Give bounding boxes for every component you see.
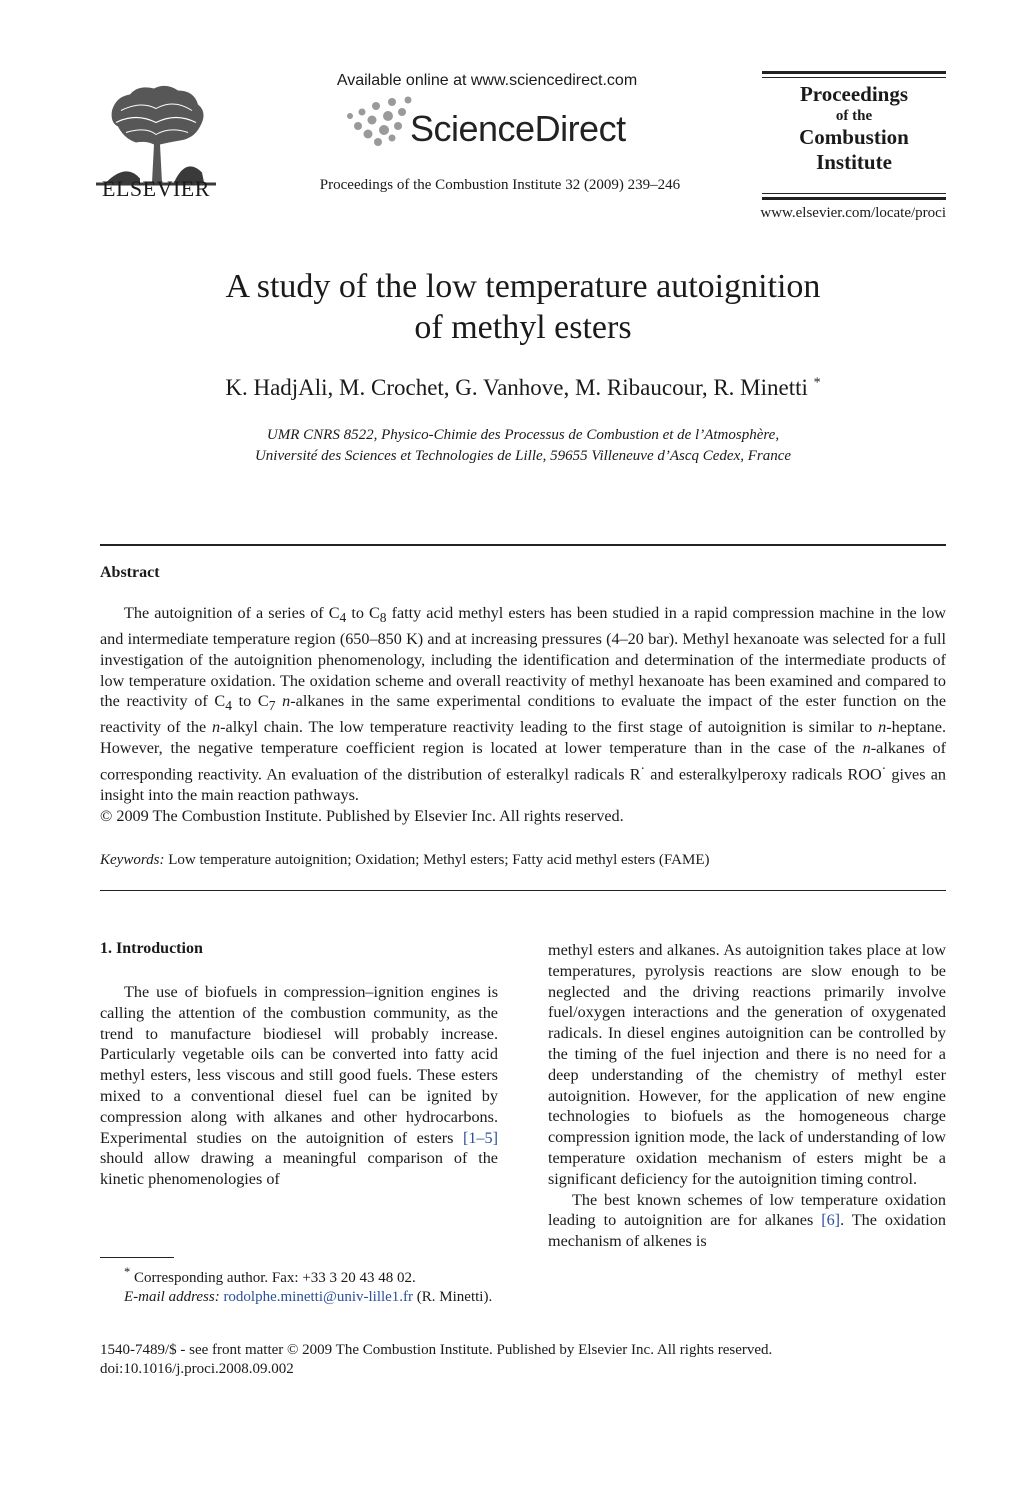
journal-reference: Proceedings of the Combustion Institute 32 (2009) 239–246 <box>319 177 681 193</box>
journal-box-line1: Proceedings <box>799 82 909 106</box>
affiliation-line-1: UMR CNRS 8522, Physico-Chimie des Processus de Combustion et de l’Atmosphère, <box>266 427 780 443</box>
available-online-text: Available online at www.sciencedirect.com <box>336 72 638 89</box>
copyright-line: © 2009 The Combustion Institute. Published by Elsevier Inc. All rights reserved. <box>100 807 624 826</box>
title-line-2: of methyl esters <box>414 309 632 346</box>
keywords-text: Low temperature autoignition; Oxidation; Methyl esters; Fatty acid methyl esters (FAME) <box>164 852 710 868</box>
publisher-name: ELSEVIER <box>102 176 210 201</box>
abstract-body <box>100 603 946 827</box>
intro-column-left <box>100 982 498 1190</box>
abstract-heading: Abstract <box>100 564 160 581</box>
corresponding-author-note: * Corresponding author. Fax: +33 3 20 43 48 02. <box>124 1265 416 1286</box>
email-note: E-mail address: rodolphe.minetti@univ-lille1.fr (R. Minetti). <box>124 1289 493 1305</box>
doi-line[interactable]: doi:10.1016/j.proci.2008.09.002 <box>100 1361 294 1377</box>
sciencedirect-wordmark: ScienceDirect <box>410 108 626 149</box>
keywords <box>100 852 946 869</box>
authors-text: K. HadjAli, M. Crochet, G. Vanhove, M. Ribaucour, R. Minetti <box>225 375 808 400</box>
journal-box-line4: Institute <box>816 150 892 174</box>
footnote <box>100 1263 498 1307</box>
author-list <box>100 375 946 401</box>
journal-title-box <box>762 71 946 200</box>
affiliation-line-2: Université des Sciences et Technologies de Lille, 59655 Villeneuve d’Ascq Cedex, France <box>254 448 792 464</box>
section-heading-introduction: 1. Introduction <box>100 940 203 957</box>
abstract-bottom-rule <box>100 890 946 891</box>
intro-paragraph-1-cont: methyl esters and alkanes. As autoignition takes place at low temperatures, pyrolysis reactions are slow enough to be neglected and the driving reactions primarily involve fuel/oxygen interactions and the generation of oxygenated radicals. In diesel engines autoignition can be controlled by the timing of the fuel injection and there is no need for a deep understanding of the chemistry of methyl ester autoignition. However, for the application of new engine technologies to biofuels as the homogeneous charge compression ignition mode, the lack of understanding of low temperature oxidation mechanism of esters might be a significant deficiency for the autoignition timing control. <box>548 941 946 1188</box>
keywords-label: Keywords: <box>100 852 165 868</box>
citation-link-6[interactable]: [6] <box>821 1211 841 1230</box>
article-title <box>100 266 946 348</box>
title-line-1: A study of the low temperature autoignition <box>225 268 821 305</box>
abstract-paragraph: The autoignition of a series of $C_4$ to $C_8$ fatty acid methyl esters has been studied in a rapid compression machine in the low and intermediate temperature region (650–850 K) and at increasing pressures (4–20 bar). Methyl hexanoate was selected for a full investigation of the autoignition phenomenology, including the identification and determination of the intermediate products of low temperature oxidation. The oxidation scheme and overall reactivity of methyl hexanoate has been examined and compared to the reactivity of $C_4$ to $C_7$ n-alkanes in the same experimental conditions to evaluate the impact of the ester function on the reactivity of the n-alkyl chain. The low temperature reactivity leading to the first stage of autoignition is similar to n-heptane. However, the negative temperature coefficient region is located at lower temperature than in the case of the n-alkanes of corresponding reactivity. An evaluation of the distribution of esteralkyl radicals R· and esteralkylperoxy radicals ROO· gives an insight into the main reaction pathways. <box>100 604 947 805</box>
author-email-link[interactable]: rodolphe.minetti@univ-lille1.fr <box>223 1289 414 1305</box>
corresponding-author-mark[interactable]: * <box>813 375 821 391</box>
journal-homepage-link[interactable]: www.elsevier.com/locate/proci <box>760 205 946 221</box>
abstract-top-rule <box>100 544 946 546</box>
intro-paragraph-2: The best known schemes of low temperature oxidation leading to autoignition are for alkanes [6]. The oxidation mechanism of alkenes is <box>548 1190 946 1251</box>
journal-box-line3: Combustion <box>799 125 909 149</box>
issn-line: 1540-7489/$ - see front matter © 2009 The Combustion Institute. Published by Elsevier Inc. All rights reserved. <box>100 1342 773 1358</box>
affiliation <box>100 425 946 467</box>
intro-column-right <box>548 940 946 1252</box>
footnote-rule <box>100 1257 174 1258</box>
intro-paragraph-1-start: The use of biofuels in compression–ignition engines is calling the attention of the combustion community, as the trend to manufacture biodiesel will probably increase. Particularly vegetable oils can be converted into fatty acid methyl esters, less viscous and still good fuels. These esters mixed to a conventional diesel fuel can be ignited by compression along with alkanes and other hydrocarbons. Experimental studies on the autoignition of esters [1–5] should allow drawing a meaningful comparison of the kinetic phenomenologies of <box>100 983 498 1189</box>
front-matter-info <box>100 1341 946 1379</box>
citation-link-1-5[interactable]: [1–5] <box>462 1128 498 1147</box>
journal-box-line2: of the <box>835 108 873 124</box>
